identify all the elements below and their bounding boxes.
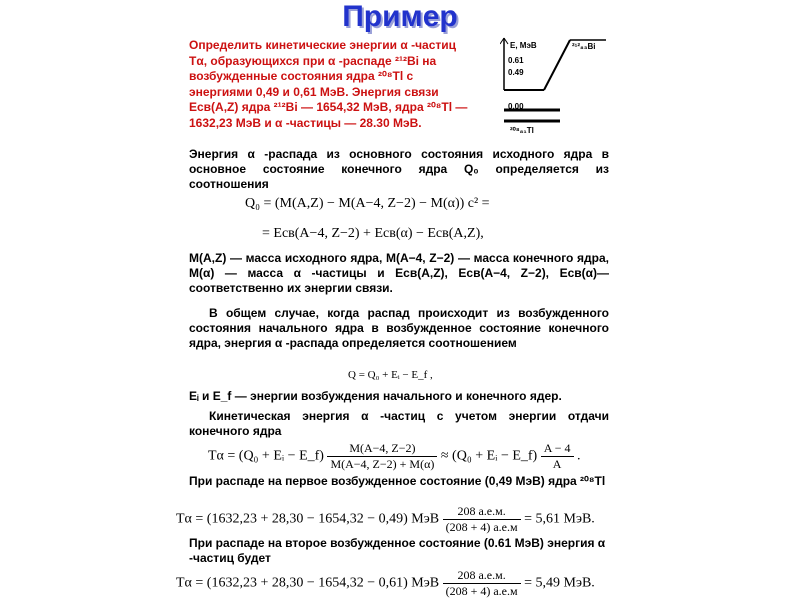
fraction-denominator: (208 + 4) а.е.м: [445, 520, 518, 534]
paragraph-excitation-energies: Eᵢ и E_f — энергии возбуждения начального и конечного ядер.: [189, 389, 562, 403]
problem-line: Tα, образующихся при α -распаде ²¹²Bi на: [189, 53, 437, 68]
equation-part: ≈ (Q₀ + Eᵢ − E_f): [440, 448, 538, 464]
fraction-mass-ratio: [443, 504, 521, 535]
fraction-mass-ratio: [327, 441, 437, 472]
equation-q0: Q₀ = (M(A,Z) − M(A−4, Z−2) − M(α)) c² =: [245, 196, 490, 211]
paragraph-second-excited: При распаде на второе возбужденное состояние (0.61 МэВ) энергия α -частиц будет: [189, 536, 606, 565]
energy-level-label: 0.00: [508, 102, 524, 111]
equation-binding-energies: = Eсв(A−4, Z−2) + Eсв(α) − Eсв(A,Z),: [262, 226, 484, 241]
paragraph-kinetic-energy: Кинетическая энергия α -частиц с учетом энергии отдачи конечного ядра: [189, 409, 609, 438]
problem-line: Eсв(A,Z) ядра ²¹²Bi — 1654,32 МэВ, ядра ²⁰⁸Tl —: [189, 100, 468, 114]
fraction-numerator: A − 4: [541, 441, 574, 457]
equation-second-result: [176, 568, 595, 599]
paragraph-q0-definition: Энергия α -распада из основного состояния исходного ядра в основное состояние конечного ядра Q₀ определяется из соотношения: [189, 147, 609, 191]
fraction-numerator: 208 а.е.м.: [443, 568, 521, 584]
equation-period: .: [577, 448, 581, 464]
energy-level-label: 0.61: [508, 56, 524, 65]
problem-line: возбужденные состояния ядра ²⁰⁸Tl с: [189, 69, 414, 83]
problem-line: 1632,23 МэВ и α -частицы — 28.30 МэВ.: [189, 115, 422, 130]
fraction-denominator: A: [552, 457, 562, 471]
equation-part: Tα = (1632,23 + 28,30 − 1654,32 − 0,49) МэВ: [176, 511, 440, 527]
problem-statement: [189, 38, 499, 131]
fraction-denominator: M(A−4, Z−2) + M(α): [330, 457, 435, 471]
equation-first-result: [176, 504, 595, 535]
equation-part: Tα = (Q₀ + Eᵢ − E_f): [208, 448, 324, 464]
problem-line: энергиями 0,49 и 0,61 МэВ. Энергия связи: [189, 84, 439, 99]
equation-kinetic-energy: [208, 441, 581, 472]
fraction-numerator: 208 а.е.м.: [443, 504, 521, 520]
equation-q-excited: Q = Q₀ + Eᵢ − E_f ,: [348, 369, 433, 381]
energy-level-diagram: [500, 36, 610, 148]
daughter-nucleus-label: ²⁰⁸₈₁Tl: [510, 126, 534, 135]
paragraph-excited-states: В общем случае, когда распад происходит из возбужденного состояния начального ядра в возбужденное состояние конечного ядра, энергия α -распада определяется соотношением: [189, 306, 609, 350]
problem-line: Определить кинетические энергии α -частиц: [189, 38, 457, 52]
fraction-mass-number-ratio: [541, 441, 574, 472]
equation-result: = 5,61 МэВ.: [524, 511, 595, 527]
fraction-numerator: M(A−4, Z−2): [327, 441, 437, 457]
fraction-denominator: (208 + 4) а.е.м: [445, 584, 518, 598]
energy-axis-label: E, МэВ: [510, 41, 537, 50]
equation-result: = 5,49 МэВ.: [524, 575, 595, 591]
slide-title: Пример: [342, 0, 458, 33]
paragraph-first-excited: При распаде на первое возбужденное состояние (0,49 МэВ) ядра ²⁰⁸Tl: [189, 474, 606, 488]
paragraph-mass-definitions: M(A,Z) — масса исходного ядра, M(A−4, Z−2) — масса конечного ядра, M(α) — масса α -частицы и Eсв(A,Z), Eсв(A−4, Z−2), Eсв(α)— соответственно их энергии связи.: [189, 251, 609, 295]
energy-level-label: 0.49: [508, 68, 524, 77]
parent-nucleus-label: ²¹²₈₃Bi: [572, 42, 596, 51]
equation-part: Tα = (1632,23 + 28,30 − 1654,32 − 0,61) МэВ: [176, 575, 440, 591]
fraction-mass-ratio: [443, 568, 521, 599]
